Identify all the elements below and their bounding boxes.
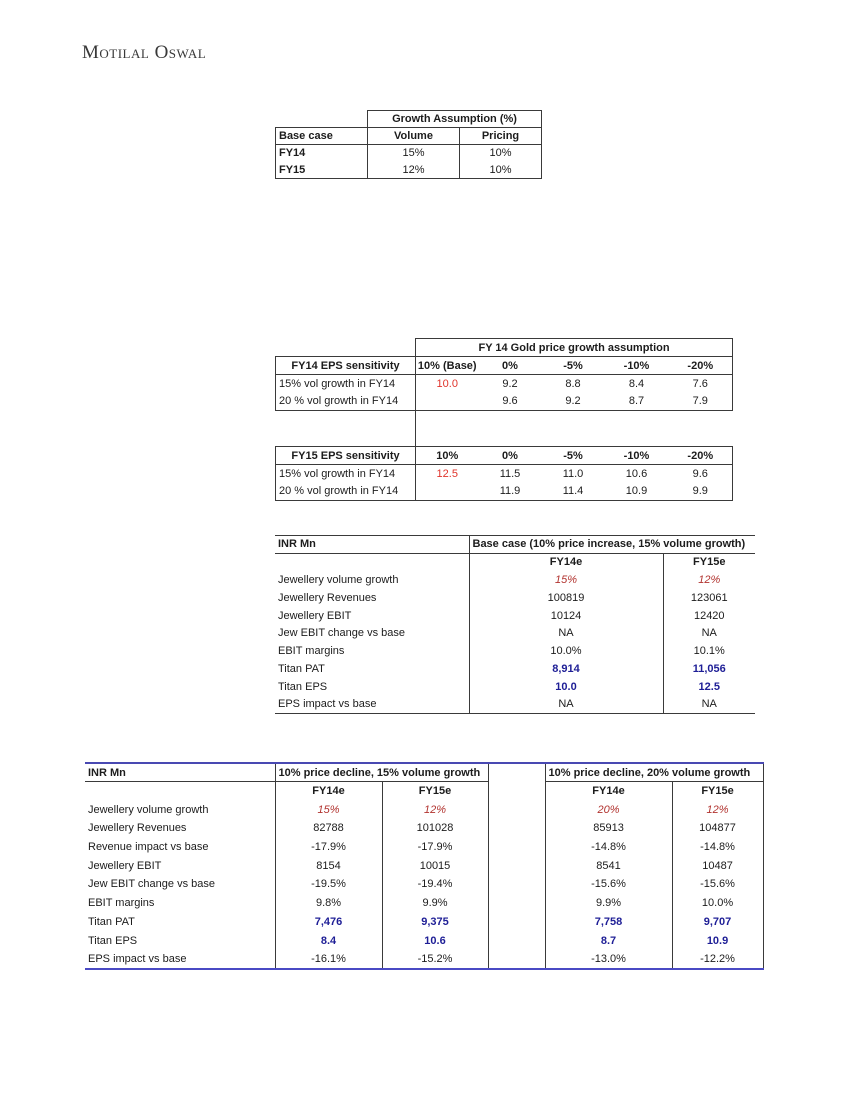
value-cell: -12.2% (672, 950, 763, 969)
table-row (276, 447, 733, 465)
section-title: FY15 EPS sensitivity (276, 447, 416, 465)
table-row (85, 782, 763, 801)
spacer-row (276, 411, 733, 447)
spacer-cell (416, 411, 733, 447)
table-row (275, 553, 755, 571)
value-cell: 9.2 (542, 393, 605, 411)
table-row (275, 571, 755, 589)
value-cell: 15% (469, 571, 663, 589)
value-cell: 10.0% (672, 894, 763, 913)
value-cell: 8.7 (605, 393, 669, 411)
value-cell (416, 393, 479, 411)
value-cell: 10.9 (605, 483, 669, 501)
value-cell: 10.6 (382, 931, 488, 950)
value-cell: 9.6 (669, 465, 733, 483)
corner-cell (276, 339, 416, 357)
table-row (276, 162, 542, 179)
table-row (276, 339, 733, 357)
row-label: Titan EPS (275, 678, 469, 696)
row-label: Jewellery Revenues (85, 819, 275, 838)
table-row (85, 913, 763, 932)
table-row (85, 931, 763, 950)
value-cell: 8.4 (275, 931, 382, 950)
gap-cell (488, 856, 545, 875)
table-row (276, 111, 542, 128)
value-cell: 85913 (545, 819, 672, 838)
table-row (276, 375, 733, 393)
value-cell: 7.9 (669, 393, 733, 411)
header-cell: 0% (479, 447, 542, 465)
gap-cell (488, 931, 545, 950)
row-label: 20 % vol growth in FY14 (276, 483, 416, 501)
motilal-oswal-logo: Motilal Oswal (82, 42, 207, 63)
table-row (276, 483, 733, 501)
value-cell: 9.9% (545, 894, 672, 913)
row-label: Jewellery Revenues (275, 589, 469, 607)
table-row (275, 678, 755, 696)
header-cell: Base case (276, 128, 368, 145)
value-cell: 7.6 (669, 375, 733, 393)
table-row (85, 875, 763, 894)
row-label: EPS impact vs base (85, 950, 275, 969)
group-header: Growth Assumption (%) (368, 111, 542, 128)
value-cell: 8154 (275, 856, 382, 875)
value-cell: -13.0% (545, 950, 672, 969)
row-label: Jewellery EBIT (85, 856, 275, 875)
gap-cell (488, 838, 545, 857)
value-cell: 82788 (275, 819, 382, 838)
value-cell: 12% (698, 573, 721, 586)
value-cell: 10015 (382, 856, 488, 875)
scenario-header: 10% price decline, 20% volume growth (545, 763, 763, 782)
header-cell: -10% (605, 357, 669, 375)
gap-cell (488, 782, 545, 801)
value-cell: 123061 (690, 591, 728, 604)
row-label: Revenue impact vs base (85, 838, 275, 857)
value-cell: 12% (672, 800, 763, 819)
gap-cell (488, 875, 545, 894)
row-label: Jewellery volume growth (85, 800, 275, 819)
table-row (275, 660, 755, 678)
value-cell: 10% (460, 162, 542, 179)
table-row (85, 800, 763, 819)
header-cell: 10% (Base) (416, 357, 479, 375)
table-row (275, 607, 755, 625)
value-cell: -16.1% (275, 950, 382, 969)
row-label: Titan PAT (85, 913, 275, 932)
header-cell: Volume (368, 128, 460, 145)
value-cell: 12.5 (698, 680, 720, 693)
gap-cell (488, 913, 545, 932)
value-cell: 8.4 (628, 377, 645, 390)
header-cell: -5% (542, 447, 605, 465)
row-label: Titan PAT (275, 660, 469, 678)
value-cell: 9.8% (275, 894, 382, 913)
value-cell: 9.6 (479, 393, 542, 411)
value-cell: 8.7 (545, 931, 672, 950)
value-cell: 10124 (469, 607, 663, 625)
value-cell: 11.0 (562, 467, 584, 480)
value-cell: -14.8% (545, 838, 672, 857)
table-row (275, 536, 755, 554)
header-cell: FY14e (275, 782, 382, 801)
header-cell: FY15e (693, 556, 726, 569)
corner-cell (276, 111, 368, 128)
spacer-cell (276, 411, 416, 447)
table-row (85, 838, 763, 857)
row-label: 15% vol growth in FY14 (276, 465, 416, 483)
value-cell: 15% (368, 145, 460, 162)
row-label: FY15 (276, 162, 368, 179)
row-label: EBIT margins (85, 894, 275, 913)
row-label: Jew EBIT change vs base (275, 624, 469, 642)
gap-cell (488, 800, 545, 819)
table-row (275, 624, 755, 642)
header-cell: -5% (542, 357, 605, 375)
value-cell: 10.0% (469, 642, 663, 660)
table-row (276, 465, 733, 483)
value-cell: -15.6% (545, 875, 672, 894)
table-row (85, 819, 763, 838)
value-cell: 10.0 (436, 377, 458, 390)
gap-cell (488, 763, 545, 782)
value-cell: 9,375 (382, 913, 488, 932)
table-row (275, 642, 755, 660)
header-cell: Pricing (460, 128, 542, 145)
value-cell: 12420 (693, 609, 725, 622)
value-cell: NA (469, 696, 663, 714)
row-label: 20 % vol growth in FY14 (276, 393, 416, 411)
header-cell: -20% (669, 447, 733, 465)
value-cell: 10% (460, 145, 542, 162)
table-row (276, 145, 542, 162)
value-cell: 9.9% (382, 894, 488, 913)
value-cell: 10487 (672, 856, 763, 875)
growth-assumption-table (275, 110, 542, 179)
table-row (85, 894, 763, 913)
row-label: 15% vol growth in FY14 (276, 375, 416, 393)
base-case-table (275, 535, 755, 714)
table-row (276, 357, 733, 375)
corner-cell: INR Mn (85, 763, 275, 782)
header-cell: 0% (479, 357, 542, 375)
value-cell: 11,056 (692, 662, 726, 675)
value-cell: 11.9 (479, 483, 542, 501)
row-label: EPS impact vs base (275, 696, 469, 714)
value-cell (416, 483, 479, 501)
value-cell: 20% (545, 800, 672, 819)
table-row (275, 696, 755, 714)
value-cell: 15% (275, 800, 382, 819)
value-cell: -17.9% (382, 838, 488, 857)
value-cell: 8,914 (469, 660, 663, 678)
row-label: Jew EBIT change vs base (85, 875, 275, 894)
header-cell: -10% (605, 447, 669, 465)
value-cell: -15.6% (672, 875, 763, 894)
value-cell: NA (663, 696, 755, 714)
value-cell: 12% (382, 800, 488, 819)
header-cell: FY15e (382, 782, 488, 801)
value-cell: 12.5 (436, 467, 458, 480)
header-cell: FY15e (672, 782, 763, 801)
value-cell: 11.4 (542, 483, 605, 501)
eps-sensitivity-table (275, 338, 733, 501)
value-cell: 8.8 (565, 377, 581, 390)
header-cell: FY14e (545, 782, 672, 801)
table-row (85, 763, 763, 782)
value-cell: 104877 (672, 819, 763, 838)
value-cell: 11.5 (499, 467, 521, 480)
row-label: EBIT margins (275, 642, 469, 660)
value-cell: 9,707 (672, 913, 763, 932)
table-row (275, 589, 755, 607)
row-label (85, 782, 275, 801)
scenario-header: 10% price decline, 15% volume growth (275, 763, 488, 782)
value-cell: -19.4% (382, 875, 488, 894)
table-row (276, 128, 542, 145)
value-cell: -15.2% (382, 950, 488, 969)
value-cell: 10.9 (672, 931, 763, 950)
value-cell: -14.8% (672, 838, 763, 857)
header-cell: -20% (669, 357, 733, 375)
gap-cell (488, 894, 545, 913)
value-cell: NA (701, 627, 717, 640)
gap-cell (488, 950, 545, 969)
row-label: Jewellery volume growth (275, 571, 469, 589)
row-label (275, 553, 469, 571)
value-cell: 12% (368, 162, 460, 179)
value-cell: 10.0 (469, 678, 663, 696)
scenario-header: Base case (10% price increase, 15% volume growth) (469, 536, 755, 554)
value-cell: -19.5% (275, 875, 382, 894)
value-cell: 10.1% (693, 645, 725, 658)
table-row (276, 393, 733, 411)
group-header: FY 14 Gold price growth assumption (416, 339, 733, 357)
value-cell: 7,476 (275, 913, 382, 932)
corner-cell: INR Mn (275, 536, 469, 554)
value-cell: 10.6 (625, 467, 648, 480)
header-cell: 10% (416, 447, 479, 465)
value-cell: 9.2 (502, 377, 518, 390)
value-cell: -17.9% (275, 838, 382, 857)
gap-cell (488, 819, 545, 838)
value-cell: 7,758 (545, 913, 672, 932)
price-decline-table (85, 762, 764, 970)
table-row (85, 950, 763, 969)
row-label: FY14 (276, 145, 368, 162)
section-title: FY14 EPS sensitivity (276, 357, 416, 375)
row-label: Jewellery EBIT (275, 607, 469, 625)
table-row (85, 856, 763, 875)
value-cell: 8541 (545, 856, 672, 875)
value-cell: 9.9 (669, 483, 733, 501)
value-cell: 101028 (382, 819, 488, 838)
value-cell: 100819 (469, 589, 663, 607)
value-cell: NA (469, 624, 663, 642)
header-cell: FY14e (469, 553, 663, 571)
row-label: Titan EPS (85, 931, 275, 950)
